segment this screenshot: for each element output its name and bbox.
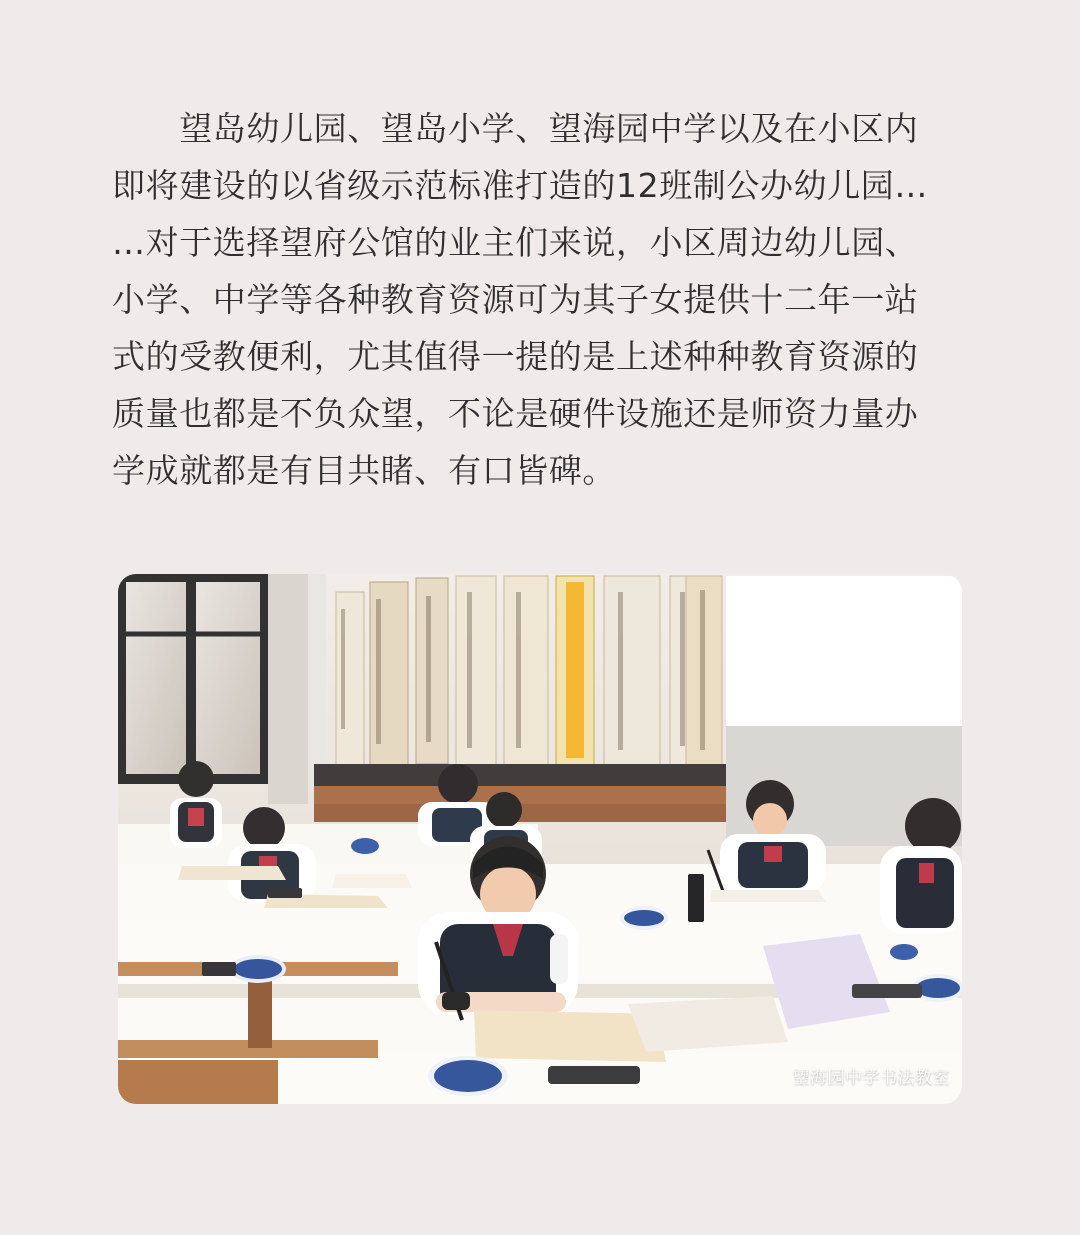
article-paragraph — [112, 100, 972, 499]
article-line-6: 质量也都是不负众望，不论是硬件设施还是师资力量办 — [112, 394, 919, 433]
classroom-photo — [118, 574, 962, 1104]
article-line-5: 式的受教便利，尤其值得一提的是上述种种教育资源的 — [112, 337, 919, 376]
calligraphy-classroom-illustration — [118, 574, 962, 1104]
article-line-1: 望岛幼儿园、望岛小学、望海园中学以及在小区内 — [112, 109, 919, 148]
article-line-2: 即将建设的以省级示范标准打造的12班制公办幼儿园… — [112, 166, 928, 205]
photo-caption: 望海园中学书法教室 — [792, 1068, 950, 1088]
article-line-7: 学成就都是有目共睹、有口皆碑。 — [112, 451, 616, 490]
article-line-4: 小学、中学等各种教育资源可为其子女提供十二年一站 — [112, 280, 919, 319]
article-line-3: …对于选择望府公馆的业主们来说，小区周边幼儿园、 — [112, 223, 919, 262]
